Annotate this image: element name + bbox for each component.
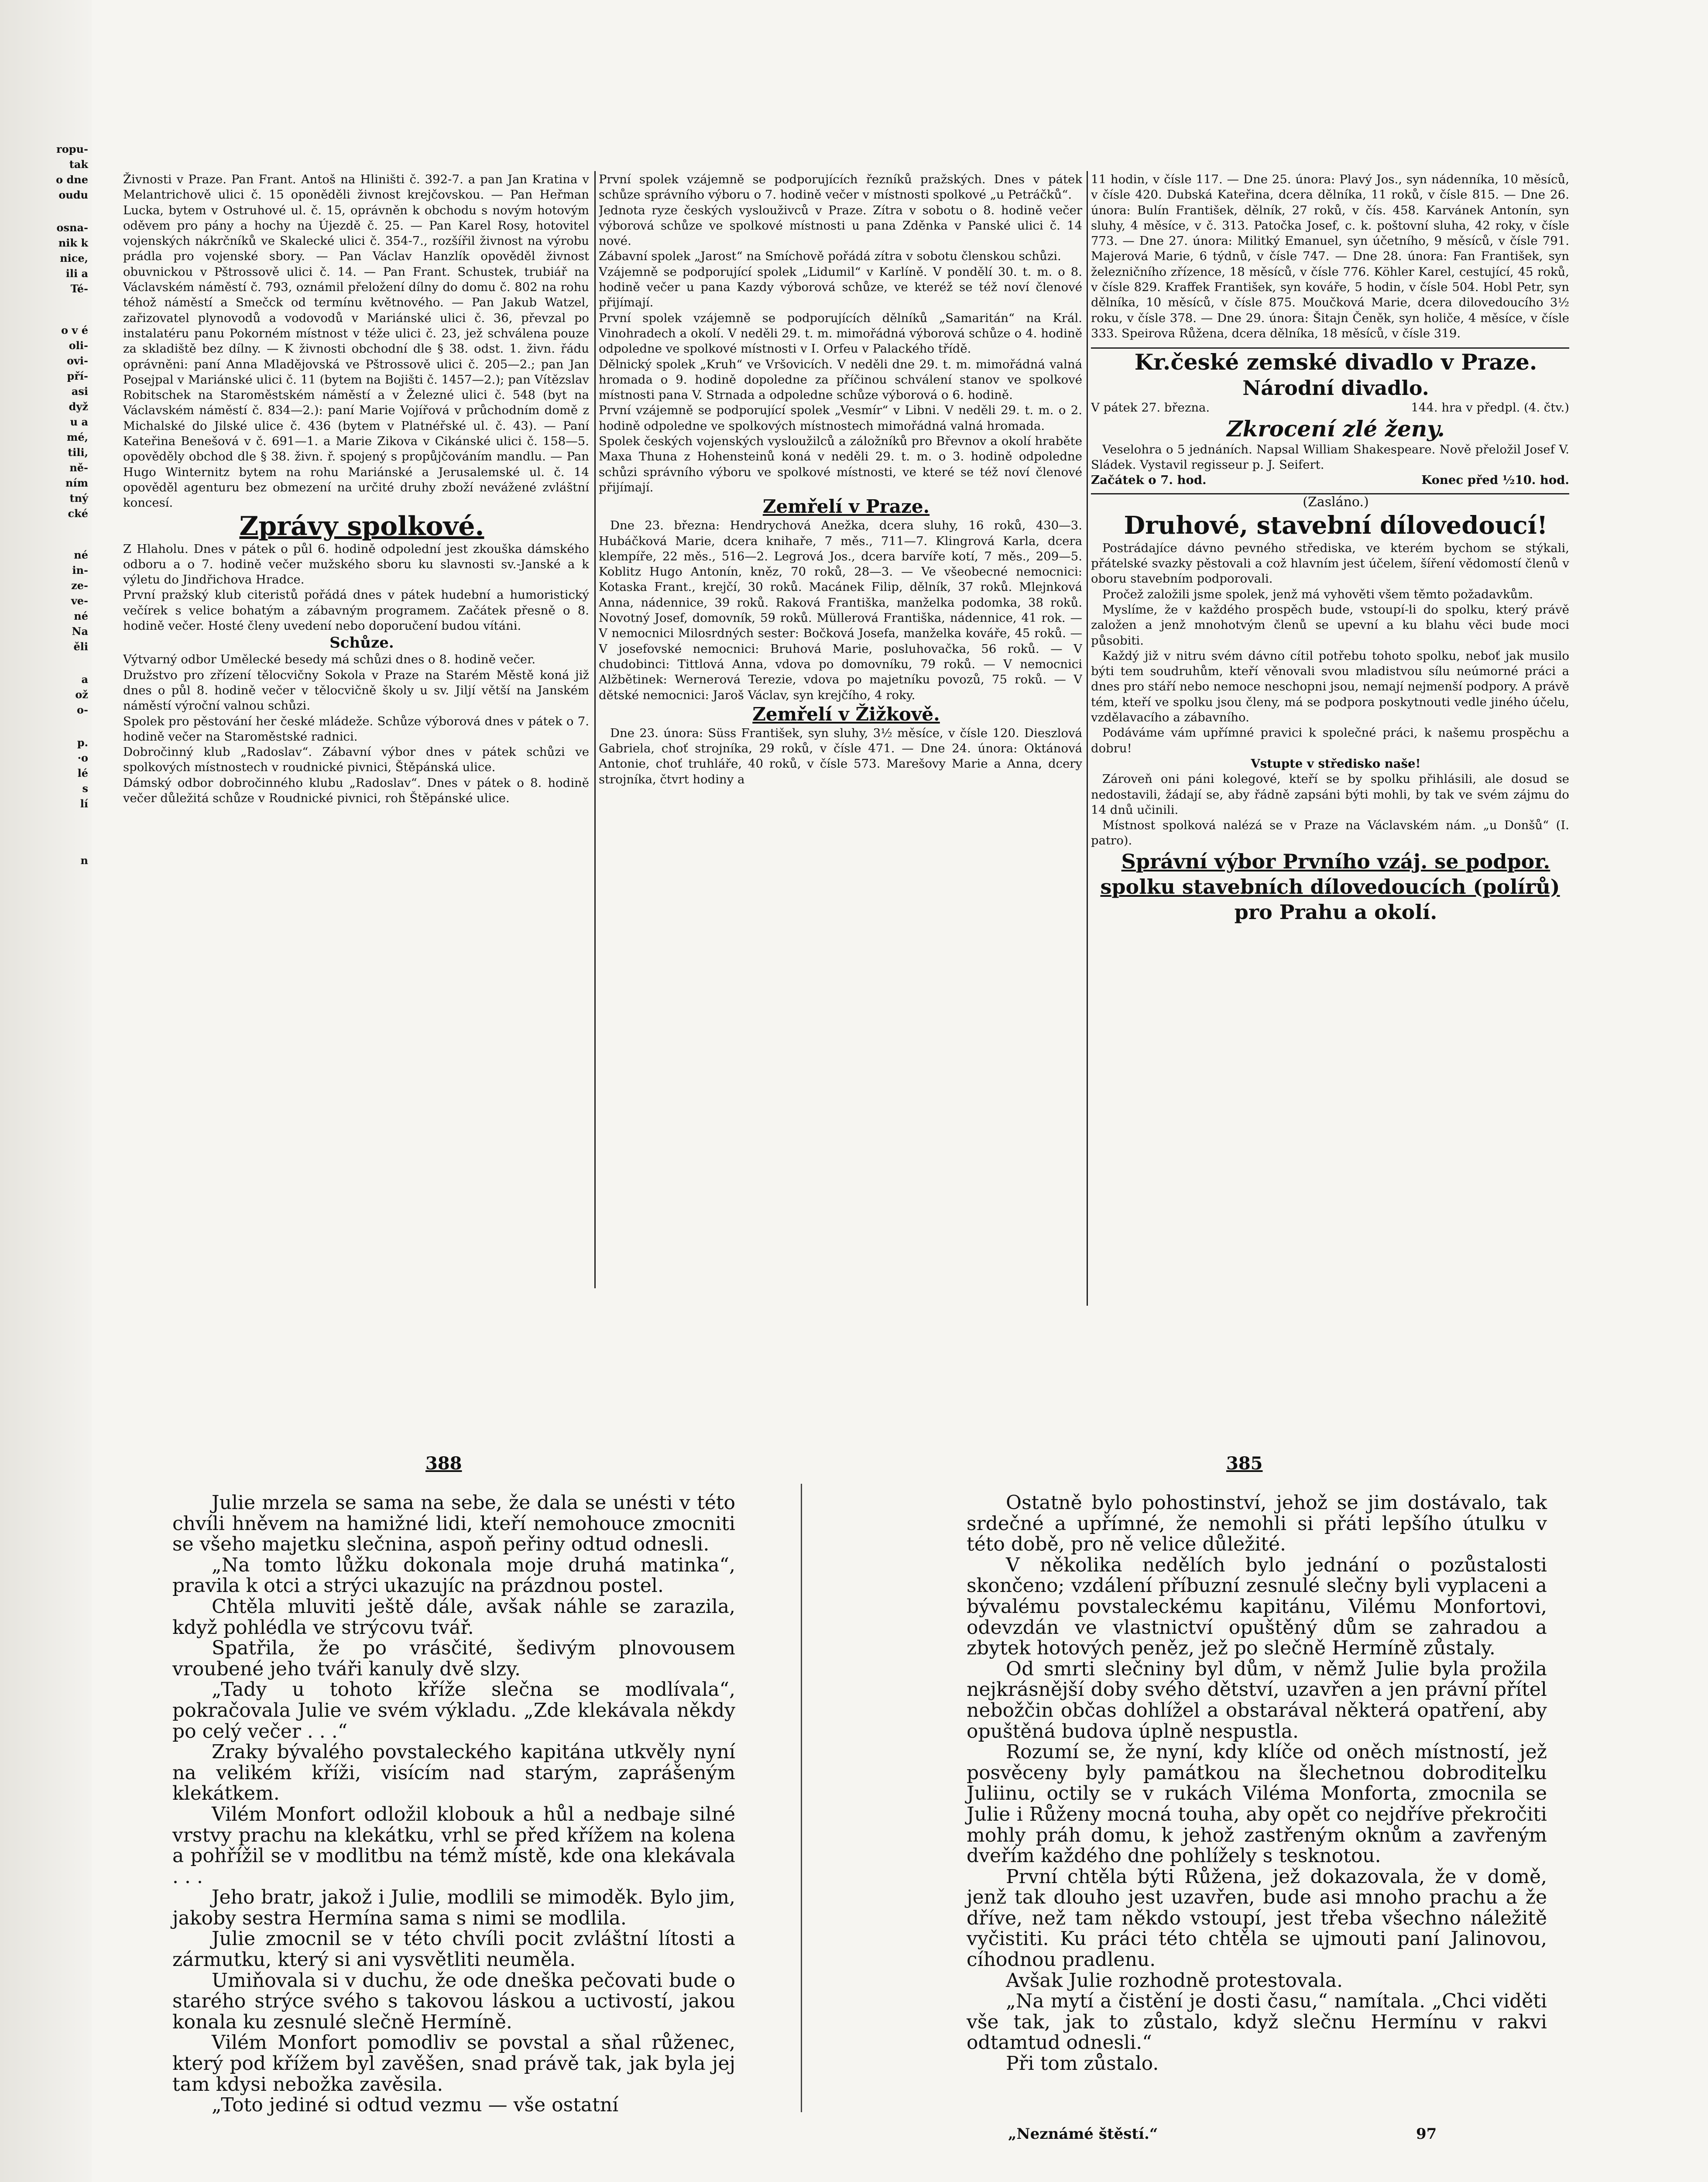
novel-page-left xyxy=(172,1492,735,2117)
gutter-fragment: ěli xyxy=(73,640,88,653)
column-rule-1 xyxy=(594,171,596,1288)
newspaper-column-2 xyxy=(599,172,1082,1298)
signature-spravni-vybor: Správní výbor Prvního vzáj. se podpor. spolku stavebních dílovedoucích (polírů) xyxy=(1100,849,1560,899)
theatre-end: Konec před ½10. hod. xyxy=(1421,473,1569,487)
gutter-fragment: ním xyxy=(65,477,88,489)
notice-vytvarny-odbor: Výtvarný odbor Umělecké besedy má schůzi dnes o 8. hodině večer. xyxy=(123,652,536,667)
gutter-fragment: tný xyxy=(69,492,88,504)
page-number-left: 388 xyxy=(425,1453,462,1474)
novel-paragraph: Vilém Monfort odložil klobouk a hůl a nedbaje silné vrstvy prachu na klekátku, vrhl se před křížem na kolena a pohřížil se v modlitbu na témž místě, kde ona klekávala . . . xyxy=(172,1803,735,1888)
signature-praha-okoli: pro Prahu a okolí. xyxy=(1234,900,1437,924)
gutter-fragment: né xyxy=(74,549,88,561)
gutter-fragment: nice, xyxy=(60,252,88,264)
druhove-p5: Podáváme vám upřímné pravici k společné práci, k našemu prospěchu a dobru! xyxy=(1091,726,1569,755)
novel-paragraph: „Toto jediné si odtud vezmu — vše ostatní xyxy=(212,2094,619,2117)
newspaper-column-1 xyxy=(123,172,589,1280)
theatre-date: V pátek 27. března. xyxy=(1091,401,1210,415)
theatre-play-title: Zkrocení zlé ženy. xyxy=(1227,415,1445,442)
notice-samaritan: První spolek vzájemně se podporujících dělníků „Samaritán“ na Král. Vinohradech a okolí. V neděli 29. t. m. mimořádná výborová schůze o 4. hodině odpoledne ve spolkové místnosti v I. Orfeu v Palackého třídě. xyxy=(599,311,1082,356)
gutter-fragment: lí xyxy=(80,797,88,810)
newspaper-column-3 xyxy=(1091,172,1569,1307)
druhove-p7: Zároveň oni páni kolegové, kteří se by spolku přihlásili, ale dosud se nedostavili, žádají se, aby řádně zapsáni býti mohli, by tak ve svém zájmu do 14 dnů učinili. xyxy=(1091,772,1569,817)
notice-kruh: Dělnický spolek „Kruh“ ve Vršovicích. V neděli dne 29. t. m. mimořádná valná hromada o 9. hodině dopoledne za příčinou schválení stanov ve spolkové místnosti pana V. Strnada a odpoledne schůze výborová o 6. hodině. xyxy=(599,357,1082,402)
novel-footer-page: 97 xyxy=(1416,2125,1437,2143)
novel-paragraph: Julie mrzela se sama na sebe, že dala se unésti v této chvíli hněvem na hamižné lidi, kteří nemohouce zmocniti se všeho majetku slečnina, aspoň peřiny odtud odnesli. xyxy=(172,1492,735,1556)
notice-radoslav: Dobročinný klub „Radoslav“. Zábavní výbor dnes v pátek schůzi ve spolkových místnostech v roudnické pivnici, Štěpánská ulice. xyxy=(123,745,589,775)
novel-paragraph: Umiňovala si v duchu, že ode dneška pečovati bude o starého strýce svého s takovou láskou a uctivostí, jakou konala ku zesnulé slečně Hermíně. xyxy=(172,1969,735,2033)
gutter-fragment: mé, xyxy=(66,431,88,443)
novel-page-right xyxy=(967,1492,1547,2086)
gutter-fragment: in- xyxy=(72,564,88,576)
zaslano-label: (Zasláno.) xyxy=(1303,494,1369,510)
gutter-fragment: ropu- xyxy=(56,143,88,155)
gutter-fragment: ovi- xyxy=(66,354,88,367)
gutter-fragment: dyž xyxy=(69,400,88,413)
gutter-fragment: Na xyxy=(72,625,88,638)
gutter-fragment: ně- xyxy=(69,461,88,474)
gutter-fragment: nik k xyxy=(58,237,88,249)
novel-footer-title: „Neznámé štěstí.“ xyxy=(1008,2125,1158,2143)
column-rule-2 xyxy=(1087,171,1088,1306)
novel-paragraph: Od smrti slečniny byl dům, v němž Julie byla prožila nejkrásnější doby svého dětství, uzavřen a jen právní přítel nebožčin občas dohlížel a obstarával některá opatření, aby opuštěná budova úplně nespustla. xyxy=(967,1657,1547,1743)
gutter-fragment: n xyxy=(80,854,88,867)
gutter-fragment: s xyxy=(82,782,88,795)
gutter-fragment: u a xyxy=(70,415,88,428)
novel-paragraph: „Tady u tohoto kříže slečna se modlívala“, pokračovala Julie ve svém výkladu. „Zde klekávala někdy po celý večer . . .“ xyxy=(172,1678,735,1743)
theatre-start: Začátek o 7. hod. xyxy=(1091,473,1207,487)
theatre-subtitle: Národní divadlo. xyxy=(1242,376,1429,400)
novel-paragraph: Chtěla mluviti ještě dále, avšak náhle se zarazila, když pohlédla ve strýcovu tvář. xyxy=(172,1595,735,1639)
novel-paragraph: Vilém Monfort pomodliv se povstal a sňal růženec, který pod křížem byl zavěšen, snad právě tak, jak byla jej tam kdysi nebožka zavěsila. xyxy=(172,2031,735,2096)
gutter-fragment: ze- xyxy=(71,579,88,592)
gutter-fragment: ili a xyxy=(65,267,88,280)
gutter-fragment: ve- xyxy=(71,594,88,607)
novel-paragraph: Spatřila, že po vrásčité, šedivým plnovousem vroubené jeho tváři kanuly dvě slzy. xyxy=(172,1637,735,1680)
theatre-time-row xyxy=(1091,473,1569,488)
novel-paragraph: Avšak Julie rozhodně protestovala. xyxy=(1006,1969,1343,1992)
theatre-bottom-rule xyxy=(1091,493,1569,494)
gutter-fragment: cké xyxy=(68,507,88,520)
gutter-fragment: oli- xyxy=(69,339,88,352)
notice-jednota-vyslouzilcu: Jednota ryze českých vyslouživců v Praze. Zítra v sobotu o 8. hodině večer výborová schůze ve spolkové místnosti u pana Zděnka v Panské ulici č. 14 nové. xyxy=(599,203,1082,248)
deaths-zizkov-continued: 11 hodin, v čísle 117. — Dne 25. února: Plavý Jos., syn nádenníka, 10 měsíců, v čísle 420. Dubská Kateřina, dcera dělníka, 11 roků, v čísle 815. — Dne 26. února: Bulín František, dělník, 27 roků, v čís. 458. Karvánek Antonín, syn sluhy, 4 měsíce, v č. 313. Patočka Josef, c. k. poštovní sluha, 42 roky, v čísle 773. — Dne 27. února: Militký Emanuel, syn účetního, 9 měsíců, v čísle 791. Majerová Marie, 6 týdnů, v čísle 747. — Dne 28. února: Fan František, syn železničního zřízence, 18 měsíců, v čísle 776. Köhler Karel, cestující, 45 roků, v čísle 829. Kraffek František, syn kováře, 5 hodin, v čísle 504. Hobl Petr, syn dělníka, 10 měsíců, v čísle 875. Moučková Marie, dcera dilovedoucího 3½ roku, v čísle 378. — Dne 29. února: Šitajn Čeněk, syn holiče, 4 měsíce, v čísle 333. Speirova Růžena, dcera dělníka, 18 měsíců, v čísle 319. xyxy=(1091,172,1569,340)
heading-schuze: Schůze. xyxy=(329,634,394,652)
gutter-fragment: né xyxy=(74,610,88,622)
gutter-fragment: p. xyxy=(77,736,88,749)
heading-zemreli-zizkov: Zemřelí v Žižkově. xyxy=(752,703,940,725)
notice-lidumil: Vzájemně se podporující spolek „Lidumil“ v Karlíně. V pondělí 30. t. m. o 8. hodině večer u pana Kazdy výborová schůze, ve kteréž se též noví členové přijímají. xyxy=(599,264,1082,310)
novel-paragraph: Rozumí se, že nyní, kdy klíče od oněch místností, jež posvěceny byly památkou na šlechetnou dobroditelku Juliinu, octily se v rukách Viléma Monforta, zmocnila se Julie i Růženy mocná touha, aby opět co nejdříve překročiti mohly práh domu, k jehož zastřeným oknům a zavřeným dveřím každého dne pohlížely s tesknotou. xyxy=(967,1741,1547,1867)
gutter-fragment: o- xyxy=(77,703,88,716)
novel-paragraph: Ostatně bylo pohostinství, jehož se jim dostávalo, tak srdečné a upřímné, že nemohli si přáti lepšího útulku v této době, pro ně velice důležité. xyxy=(967,1492,1547,1556)
article-zivnosti: Živnosti v Praze. Pan Frant. Antoš na Hliništi č. 392-7. a pan Jan Kratina v Melantrichově ulici č. 15 oponěděli živnost krejčovskou. — Pan Heřman Lucka, bytem v Ostruhové ul. č. 15, oprávněn k obchodu s novým hotovým oděvem pro pány a hochy na Újezdě č. 25. — Pan Karel Rosy, hotovitel vojenských nákrčníků ve Skalecké ulici č. 354-7., rozšířil živnost na výrobu prádla pro vojenské sbory. — Pan Václav Hanzlík opověděl živnost obuvnickou v Pštrossově ulici č. 14. — Pan Frant. Schustek, trubiář na Václavském náměstí č. 793, oznámil přeložení dílny do domu č. 802 na rohu téhož náměstí a Smečck od termínu květnového. — Pan Jakub Watzel, zařizovatel plynovodů a vodovodů v Mariánské ulici č. 36, převzal po instalatéru panu Pokorném místnost v téže ulici č. 23, jež schválena pouze za skladiště bez dílny. — K živnosti obchodní dle § 38. odst. 1. živn. řádu oprávněni: paní Anna Mladějovská ve Pštrossově ulici č. 205—2.; pan Jan Posejpal v Mariánské ulici č. 11 (bytem na Bojišti č. 1457—2.); pan Vítězslav Robitschek na Staroměstském náměstí a v Železné ulici č. 548 (byt na Václavském náměstí č. 834—2.): paní Marie Vojířová v průchodním domě z Michalské do Jilské ulice č. 436 (bytem v Platnéřské ul. č. 43). — Paní Kateřina Benešová v č. 691—1. a Marie Zikova v Cikánské ulici č. 158—5. opověděly obchod dle § 38. živn. ř. spojený s propůjčováním mandlu. — Pan Hugo Winternitz bytem na rohu Mariánské a Jerusalemské ul. č. 14 opověděl agenturu bez obmezení na určité druhy zboží nevážené zvláštní koncesí. xyxy=(123,172,589,510)
page-number-right: 385 xyxy=(1226,1453,1263,1474)
novel-paragraph: Jeho bratr, jakož i Julie, modlili se mimoděk. Bylo jim, jakoby sestra Hermína sama s nimi se modlila. xyxy=(172,1886,735,1929)
notice-jarost: Zábavní spolek „Jarost“ na Smíchově pořádá zítra v sobotu členskou schůzi. xyxy=(599,249,1061,264)
notice-druzstvo-sokol: Družstvo pro zřízení tělocvičny Sokola v Praze na Starém Městě koná již dnes o půl 8. hodině večer v tělocvičně školy u sv. Jiljí větší na Janském náměstí výroční valnou schůzi. xyxy=(123,668,589,713)
deaths-zizkov: Dne 23. února: Süss František, syn sluhy, 3½ měsíce, v čísle 120. Dieszlová Gabriela, choť strojníka, 29 roků, v čísle 471. — Dne 24. února: Oktánová Antonie, choť truhláře, 40 roků, v čísle 573. Marešovy Marie a Anna, dcery strojníka, čtvrt hodiny a xyxy=(599,726,1082,786)
theatre-description: Veselohra o 5 jednáních. Napsal William Shakespeare. Nově přeložil Josef V. Sládek. Vystavil regisseur p. J. Seifert. xyxy=(1091,442,1569,472)
novel-paragraph: V několika nedělích bylo jednání o pozůstalosti skončeno; vzdálení příbuzní zesnulé slečny byli vyplaceni a bývalému povstaleckému kapitánu, Vilému Monfortovi, odevzdán ve vlastnictví opuštěný dům se zahradou a zbytek hotových peněz, jež po slečně Hermíně zůstaly. xyxy=(967,1554,1547,1660)
gutter-fragment: osna- xyxy=(56,221,88,234)
heading-zpravy-spolkove: Zprávy spolkové. xyxy=(239,511,484,542)
notice-klub-citeristu: První pražský klub citeristů pořádá dnes v pátek hudební a humoristický večírek s velice bohatým a zábavným programem. Začátek přesně o 8. hodině večer. Hosté členy uvedení nebo doporučení budou vítáni. xyxy=(123,588,589,633)
gutter-fragment: o v é xyxy=(61,324,88,336)
gutter-fragment: o dne xyxy=(56,173,88,186)
gutter-fragment: pří- xyxy=(67,370,88,382)
druhove-p3: Myslíme, že v každého prospěch bude, vstoupí-li do spolku, který právě založen a jenž mnohotvým členů se upevní a ku blahu věci bude moci působiti. xyxy=(1091,602,1569,648)
gutter-fragment: ·o xyxy=(77,751,88,764)
notice-reznici: První spolek vzájemně se podporujících řezníků pražských. Dnes v pátek schůze správního výboru o 7. hodině večer v místnosti spolkové „u Petráčků“. xyxy=(599,172,1082,202)
novel-paragraph: Při tom zůstalo. xyxy=(1006,2052,1159,2075)
notice-damsky-odbor: Dámský odbor dobročinného klubu „Radoslav“. Dnes v pátek o 8. hodině večer důležitá schůze v Roudnické pivnici, roh Štěpánské ulice. xyxy=(123,775,589,805)
gutter-fragment: tak xyxy=(69,158,88,171)
novel-paragraph: Zraky bývalého povstaleckého kapitána utkvěly nyní na velikém kříži, visícím nad starým, zaprášeným klekátkem. xyxy=(172,1741,735,1805)
notice-hlahol: Z Hlaholu. Dnes v pátek o půl 6. hodině odpolední jest zkouška dámského odboru a o 7. hodině večer mužského sboru ku slavnosti sv.-Janské a k výletu do Jindřichova Hradce. xyxy=(123,542,589,587)
theatre-subscription: 144. hra v předpl. (4. čtv.) xyxy=(1411,401,1569,415)
novel-divider xyxy=(801,1484,802,2112)
novel-paragraph: „Na mytí a čistění je dosti času,“ namítala. „Chci viděti vše tak, jak to zůstalo, když slečnu Hermínu v rakvi odtamtud odnesli.“ xyxy=(967,1990,1547,2054)
druhove-heading: Druhové, stavební dílovedoucí! xyxy=(1124,511,1548,540)
gutter-fragment: tili, xyxy=(68,446,88,459)
druhove-p8: Místnost spolková nalézá se v Praze na Václavském nám. „u Donšů“ (I. patro). xyxy=(1091,818,1569,848)
druhove-p2: Pročež založili jsme spolek, jenž má vyhověti všem těmto požadavkům. xyxy=(1102,587,1533,601)
deaths-praha: Dne 23. března: Hendrychová Anežka, dcera sluhy, 16 roků, 430—3. Hubáčková Marie, dcera knihaře, 7 měs., 711—7. Klingrová Karla, dcera klempíře, 22 měs., 516—2. Legrová Jos., dcera barvíře kotí, 7 měs., 209—5. Koblitz Hugo Antonín, kněz, 70 roků, 28—3. — Ve všeobecné nemocnici: Kotaska Frant., krejčí, 30 roků. Macánek Filip, dělník, 37 roků. Mlejnková Anna, nádennice, 39 roků. Raková Františka, manželka podomka, 38 roků. Novotný Josef, domovník, 59 roků. Müllerová Františka, nádennice, 41 rok. — V nemocnici Milosrdných sester: Bočková Josefa, manželka kováře, 45 roků. — V josefovské nemocnici: Bruhová Marie, posluhovačka, 56 roků. — V chudobinci: Tittlová Anna, vdova po domovníku, 79 roků. — V nemocnici Alžbětinek: Wernerová Terezie, vdova po majetníku povozů, 75 roků. — V dětské nemocnici: Jaroš Václav, syn krejčího, 4 roky. xyxy=(599,518,1082,702)
druhove-p1: Postrádajíce dávno pevného střediska, ve kterém bychom se stýkali, přátelské svazky pěstovali a což hlavním jest účelem, šíření vědomostí členů v oboru stavebním podporovali. xyxy=(1091,541,1569,586)
notice-spolek-her: Spolek pro pěstování her české mládeže. Schůze výborová dnes v pátek o 7. hodině večer na Staroměstské radnici. xyxy=(123,714,589,744)
gutter-fragment: ož xyxy=(75,688,88,701)
left-page-gutter xyxy=(0,0,92,2182)
novel-paragraph: Julie zmocnil se v této chvíli pocit zvláštní lítosti a zármutku, který si ani vysvětliti neuměla. xyxy=(172,1928,735,1971)
theatre-top-rule xyxy=(1091,347,1569,349)
notice-vesmir: První vzájemně se podporující spolek „Vesmír“ v Libni. V neděli 29. t. m. o 2. hodině odpoledne ve spolkových místnostech mimořádná valná hromada. xyxy=(599,403,1082,433)
druhove-p6: Vstupte v středisko naše! xyxy=(1251,756,1421,771)
theatre-date-row xyxy=(1091,400,1569,415)
gutter-fragment: a xyxy=(81,673,88,686)
theatre-title: Kr.české zemské divadlo v Praze. xyxy=(1134,349,1537,375)
gutter-fragment: lé xyxy=(77,767,88,779)
gutter-fragment: oudu xyxy=(58,189,88,201)
novel-paragraph: „Na tomto lůžku dokonala moje druhá matinka“, pravila k otci a strýci ukazujíc na prázdnou postel. xyxy=(172,1554,735,1597)
notice-brevnov: Spolek českých vojenských vysloužilců a záložníků pro Břevnov a okolí hraběte Maxa Thuna z Hohensteinů koná v neděli 29. t. m. o 3. hodině odpoledne schůzi správního výboru ve spolkové místnosti, ve které se též noví členové přijímají. xyxy=(599,434,1082,494)
druhove-p4: Každý již v nitru svém dávno cítil potřebu tohoto spolku, neboť jak musilo býti tem soudruhům, kteří věnovali svou mladistvou sílu neúmorné práci a dnes pro stáří nebo nemoce neschopni jsou, nemají nejmenší podpory. A právě tém, kteří ve spolku jsou členy, má se podpora poskytnouti vedle jiného účelu, vzdělavacího a zábavního. xyxy=(1091,648,1569,725)
gutter-fragment: Té- xyxy=(70,282,88,295)
gutter-fragment: asi xyxy=(71,385,88,398)
novel-paragraph: První chtěla býti Růžena, jež dokazovala, že v domě, jenž tak dlouho jest uzavřen, bude asi mnoho prachu a že dříve, než tam někdo vstoupí, jest třeba všechno náležitě vyčistiti. Ku práci této chtěla se ujmouti paní Jalinovou, cíhodnou pradlenu. xyxy=(967,1865,1547,1971)
heading-zemreli-praha: Zemřelí v Praze. xyxy=(762,496,930,518)
